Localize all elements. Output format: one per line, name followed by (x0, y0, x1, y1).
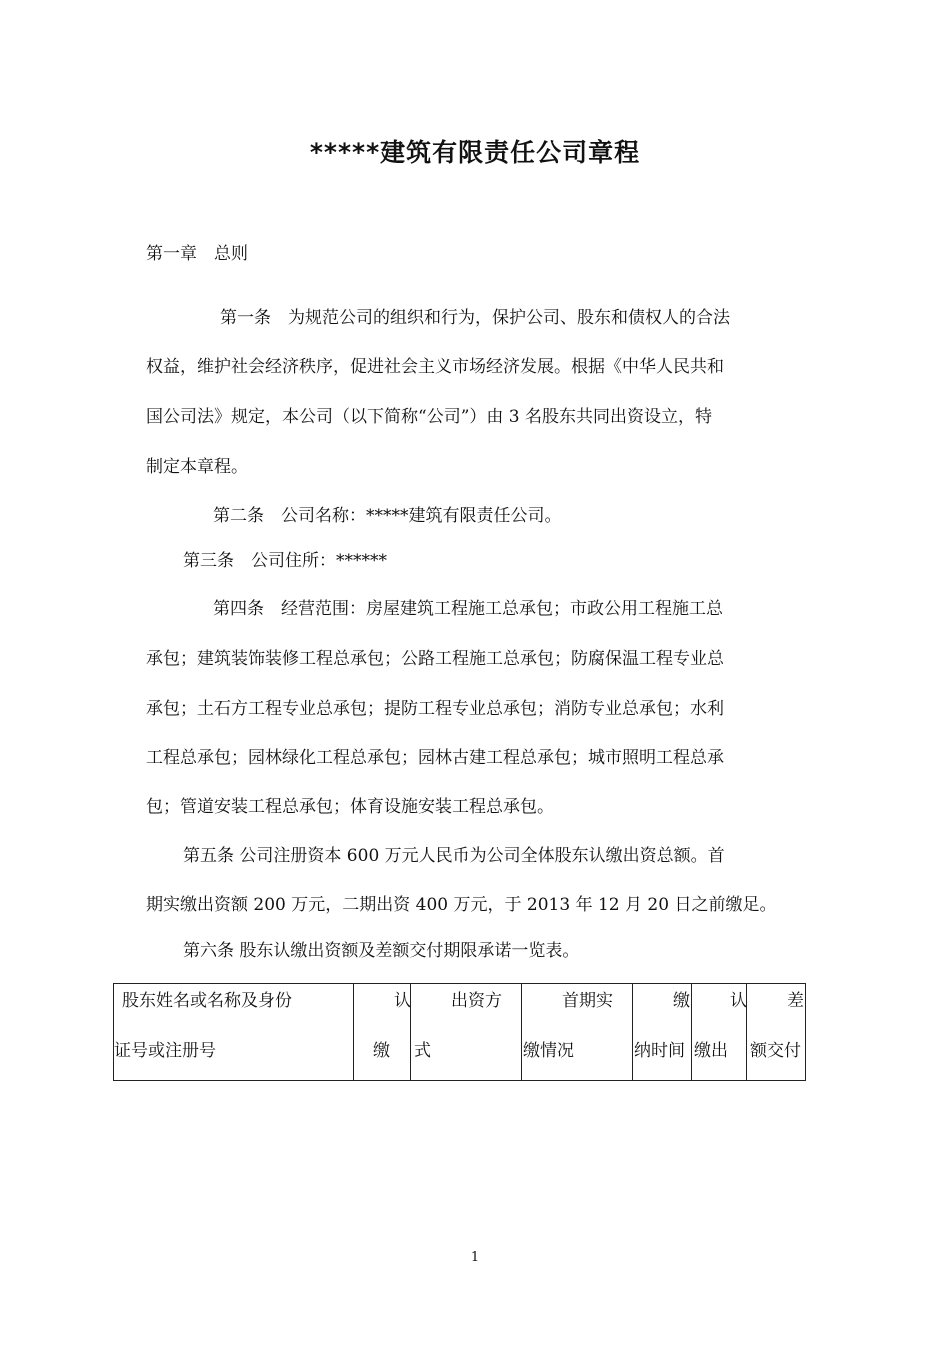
header-text: 缴 (373, 1041, 390, 1061)
table-header-cell (114, 984, 354, 1081)
header-text: 证号或注册号 (114, 1041, 216, 1061)
article-4-line-5: 包；管道安装工程总承包；体育设施安装工程总承包。 (146, 797, 554, 817)
article-6: 第六条 股东认缴出资额及差额交付期限承诺一览表。 (183, 941, 580, 961)
header-text: 出资方 (451, 991, 502, 1011)
header-text: 式 (414, 1041, 431, 1061)
article-4-line-2: 承包；建筑装饰装修工程总承包；公路工程施工总承包；防腐保温工程专业总 (146, 649, 724, 669)
article-1-line-4: 制定本章程。 (146, 457, 248, 477)
table-header-cell (633, 984, 692, 1081)
article-3: 第三条 公司住所：****** (183, 551, 387, 571)
header-text: 缴情况 (523, 1041, 574, 1061)
table-header-cell (354, 984, 411, 1081)
header-text: 缴 (673, 991, 690, 1011)
article-5-line-2: 期实缴出资额 200 万元，二期出资 400 万元，于 2013 年 12 月 20 日之前缴足。 (146, 895, 777, 915)
article-2: 第二条 公司名称：*****建筑有限责任公司。 (213, 506, 562, 526)
header-text: 缴出 (694, 1041, 728, 1061)
chapter-heading: 第一章 总则 (146, 244, 248, 264)
header-text: 认 (730, 991, 747, 1011)
header-text: 纳时间 (634, 1041, 685, 1061)
article-1-line-2: 权益，维护社会经济秩序，促进社会主义市场经济发展。根据《中华人民共和 (146, 357, 724, 377)
article-4-line-4: 工程总承包；园林绿化工程总承包；园林古建工程总承包；城市照明工程总承 (146, 748, 724, 768)
header-text: 额交付 (750, 1041, 801, 1061)
article-4-line-3: 承包；土石方工程专业总承包；提防工程专业总承包；消防专业总承包；水利 (146, 699, 724, 719)
page-number: 1 (470, 1250, 480, 1265)
header-text: 股东姓名或名称及身份 (122, 991, 292, 1011)
table-row (114, 984, 806, 1081)
table-header-cell (692, 984, 747, 1081)
article-5-line-1: 第五条 公司注册资本 600 万元人民币为公司全体股东认缴出资总额。首 (183, 846, 725, 866)
shareholder-commitment-table (113, 983, 806, 1081)
table-header-cell (747, 984, 806, 1081)
header-text: 差 (787, 991, 804, 1011)
article-1-line-1: 第一条 为规范公司的组织和行为，保护公司、股东和债权人的合法 (220, 308, 730, 328)
article-1-line-3: 国公司法》规定，本公司（以下简称“公司”）由 3 名股东共同出资设立，特 (146, 407, 713, 427)
table-header-cell (411, 984, 522, 1081)
header-text: 认 (394, 991, 411, 1011)
table-header-cell (522, 984, 633, 1081)
header-text: 首期实 (562, 991, 613, 1011)
document-title: *****建筑有限责任公司章程 (309, 138, 641, 167)
article-4-line-1: 第四条 经营范围：房屋建筑工程施工总承包；市政公用工程施工总 (213, 599, 723, 619)
